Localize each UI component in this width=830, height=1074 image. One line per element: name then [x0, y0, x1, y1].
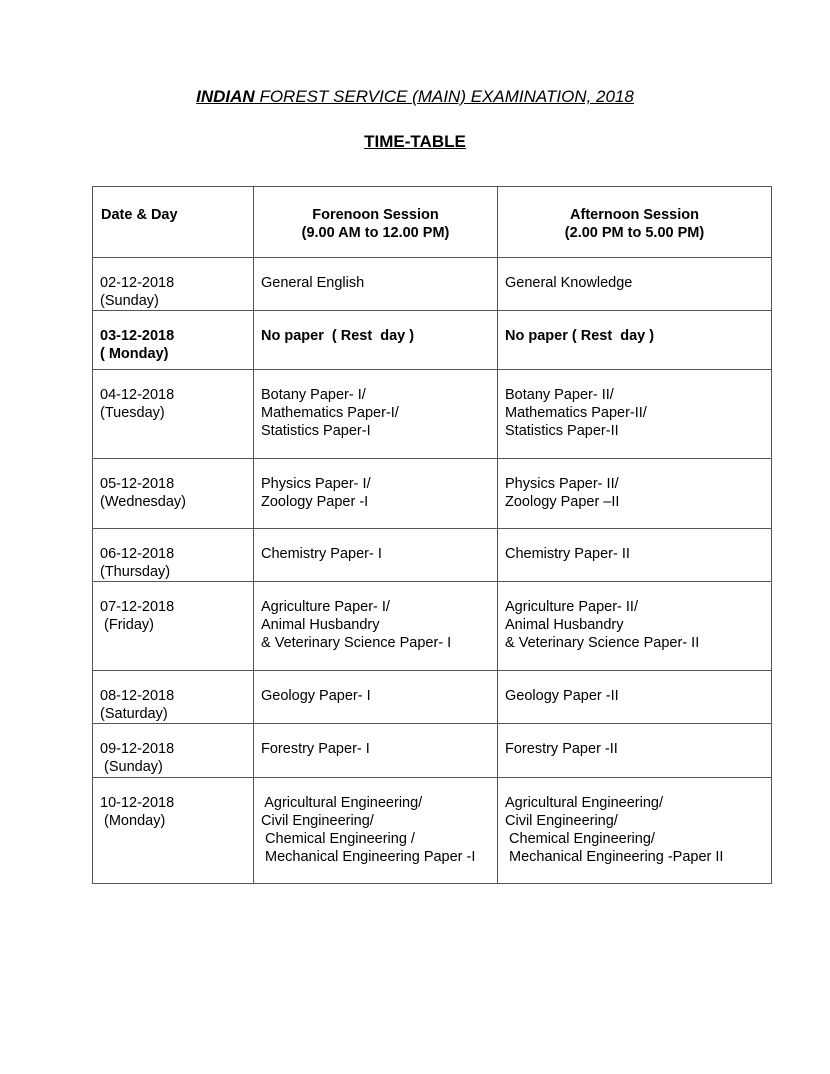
forenoon-paper-text: Agricultural Engineering/	[261, 795, 423, 811]
date-day-cell	[93, 370, 254, 459]
forenoon-session-cell	[254, 459, 498, 529]
forenoon-paper-text: Botany Paper- I/	[261, 387, 366, 403]
date-text: 03-12-2018	[100, 328, 175, 344]
date-day-cell	[93, 778, 254, 884]
forenoon-session-cell	[254, 778, 498, 884]
afternoon-session-cell	[498, 311, 772, 370]
date-text: 06-12-2018	[100, 546, 175, 562]
date-text: 05-12-2018	[100, 476, 175, 492]
header-forenoon	[254, 187, 498, 258]
forenoon-session-cell	[254, 529, 498, 582]
afternoon-paper-text: Botany Paper- II/	[505, 387, 614, 403]
afternoon-paper-text: Mathematics Paper-II/	[505, 405, 647, 421]
afternoon-session-cell	[498, 370, 772, 459]
forenoon-session-cell	[254, 258, 498, 311]
afternoon-session-cell	[498, 582, 772, 671]
afternoon-paper-text: Animal Husbandry	[505, 617, 624, 633]
forenoon-paper-text: & Veterinary Science Paper- I	[261, 635, 452, 651]
header-forenoon-time: (9.00 AM to 12.00 PM)	[301, 225, 450, 241]
afternoon-paper-text: Chemistry Paper- II	[505, 546, 630, 562]
forenoon-paper-text: Civil Engineering/	[261, 813, 374, 829]
table-row	[93, 724, 772, 778]
afternoon-session-cell	[498, 671, 772, 724]
forenoon-session-cell	[254, 724, 498, 778]
afternoon-session-cell	[498, 724, 772, 778]
forenoon-paper-text: Mathematics Paper-I/	[261, 405, 399, 421]
table-row	[93, 370, 772, 459]
day-text: (Thursday)	[100, 564, 171, 580]
forenoon-session-cell	[254, 370, 498, 459]
header-forenoon-title: Forenoon Session	[312, 207, 439, 223]
date-day-cell	[93, 258, 254, 311]
forenoon-paper-text: Statistics Paper-I	[261, 423, 371, 439]
date-text: 04-12-2018	[100, 387, 175, 403]
forenoon-paper-text: Chemical Engineering /	[261, 831, 415, 847]
afternoon-session-cell	[498, 529, 772, 582]
day-text: (Saturday)	[100, 706, 168, 722]
day-text: (Wednesday)	[100, 494, 186, 510]
afternoon-paper-text: Forestry Paper -II	[505, 741, 618, 757]
forenoon-paper-text: Agriculture Paper- I/	[261, 599, 390, 615]
forenoon-session-cell	[254, 311, 498, 370]
forenoon-paper-text: Forestry Paper- I	[261, 741, 370, 757]
table-row	[93, 529, 772, 582]
forenoon-session-cell	[254, 582, 498, 671]
forenoon-paper-text: Animal Husbandry	[261, 617, 380, 633]
date-text: 09-12-2018	[100, 741, 175, 757]
forenoon-paper-text: General English	[261, 275, 365, 291]
header-afternoon-title: Afternoon Session	[570, 207, 699, 223]
header-date-day-label: Date & Day	[101, 207, 178, 223]
table-row	[93, 671, 772, 724]
day-text: (Friday)	[100, 617, 154, 633]
afternoon-paper-text: & Veterinary Science Paper- II	[505, 635, 700, 651]
date-day-cell	[93, 671, 254, 724]
table-row	[93, 459, 772, 529]
day-text: (Monday)	[100, 813, 166, 829]
date-day-cell	[93, 724, 254, 778]
afternoon-paper-text: Civil Engineering/	[505, 813, 618, 829]
table-row	[93, 778, 772, 884]
timetable-heading: TIME-TABLE	[364, 132, 466, 151]
date-day-cell	[93, 582, 254, 671]
document-title-bold: INDIAN	[196, 87, 255, 106]
date-text: 08-12-2018	[100, 688, 175, 704]
document-title-rest: FOREST SERVICE (MAIN) EXAMINATION, 2018	[254, 87, 634, 106]
timetable-body	[93, 258, 772, 884]
date-day-cell	[93, 311, 254, 370]
forenoon-paper-text: Geology Paper- I	[261, 688, 371, 704]
date-day-cell	[93, 529, 254, 582]
afternoon-paper-text: Mechanical Engineering -Paper II	[505, 849, 724, 865]
header-row	[93, 187, 772, 258]
afternoon-paper-text: Agricultural Engineering/	[505, 795, 663, 811]
afternoon-paper-text: Zoology Paper –II	[505, 494, 620, 510]
afternoon-session-cell	[498, 258, 772, 311]
document-title	[0, 87, 830, 107]
forenoon-session-cell	[254, 671, 498, 724]
afternoon-paper-text: Agriculture Paper- II/	[505, 599, 638, 615]
day-text: (Tuesday)	[100, 405, 165, 421]
day-text: (Sunday)	[100, 293, 159, 309]
date-text: 02-12-2018	[100, 275, 175, 291]
forenoon-paper-text: Physics Paper- I/	[261, 476, 371, 492]
table-row	[93, 258, 772, 311]
table-row	[93, 311, 772, 370]
afternoon-session-cell	[498, 778, 772, 884]
forenoon-paper-text: Zoology Paper -I	[261, 494, 369, 510]
header-afternoon-time: (2.00 PM to 5.00 PM)	[564, 225, 705, 241]
afternoon-paper-text: No paper ( Rest day )	[505, 328, 655, 344]
forenoon-paper-text: Chemistry Paper- I	[261, 546, 382, 562]
date-day-cell	[93, 459, 254, 529]
afternoon-paper-text: Geology Paper -II	[505, 688, 619, 704]
timetable	[92, 186, 772, 884]
forenoon-paper-text: No paper ( Rest day )	[261, 328, 415, 344]
afternoon-paper-text: General Knowledge	[505, 275, 633, 291]
header-date-day	[93, 187, 254, 258]
day-text: ( Monday)	[100, 346, 169, 362]
date-text: 07-12-2018	[100, 599, 175, 615]
afternoon-session-cell	[498, 459, 772, 529]
afternoon-paper-text: Chemical Engineering/	[505, 831, 655, 847]
table-row	[93, 582, 772, 671]
afternoon-paper-text: Physics Paper- II/	[505, 476, 619, 492]
date-text: 10-12-2018	[100, 795, 175, 811]
day-text: (Sunday)	[100, 759, 163, 775]
forenoon-paper-text: Mechanical Engineering Paper -I	[261, 849, 476, 865]
header-afternoon	[498, 187, 772, 258]
afternoon-paper-text: Statistics Paper-II	[505, 423, 619, 439]
